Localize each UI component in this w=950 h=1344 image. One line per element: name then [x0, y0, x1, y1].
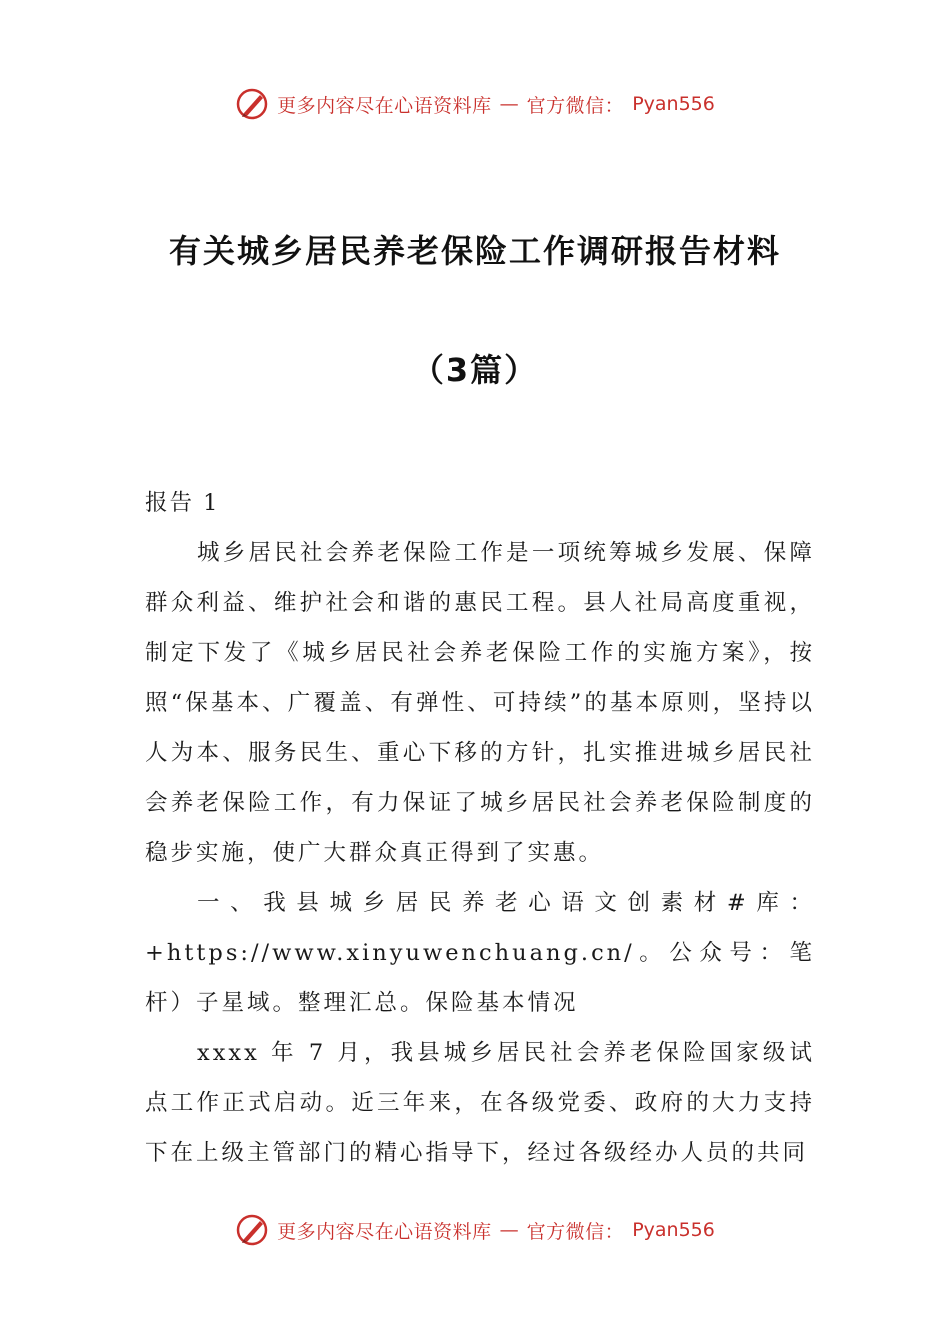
- watermark-handle: Pyan556: [632, 1219, 715, 1241]
- paragraph-intro: 城乡居民社会养老保险工作是一项统筹城乡发展、保障群众利益、维护社会和谐的惠民工程。县人社局高度重视，制定下发了《城乡居民社会养老保险工作的实施方案》，按照“保基本、广覆盖、有弹性、可持续”的基本原则，坚持以人为本、服务民生、重心下移的方针，扎实推进城乡居民社会养老保险工作，有力保证了城乡居民社会养老保险制度的稳步实施，使广大群众真正得到了实惠。: [145, 540, 815, 866]
- watermark-text: 更多内容尽在心语资料库: [277, 1220, 492, 1243]
- watermark-handle: Pyan556: [632, 93, 715, 115]
- document-subtitle: （3篇）: [411, 351, 539, 389]
- watermark-separator: —: [499, 1219, 519, 1241]
- paragraph-heading: 一、我县城乡居民养老心语文创素材#库：+https://www.xinyuwenchuang.cn/。公众号：笔杆）子星域。整理汇总。保险基本情况: [145, 890, 815, 1016]
- paragraph-basic-info: xxxx 年 7 月，我县城乡居民社会养老保险国家级试点工作正式启动。近三年来，在各级党委、政府的大力支持下在上级主管部门的精心指导下，经过各级经办人员的共同: [145, 1040, 815, 1166]
- header-watermark: [0, 84, 950, 124]
- watermark-text: 更多内容尽在心语资料库: [277, 94, 492, 117]
- footer-watermark: [0, 1210, 950, 1250]
- watermark-official: 官方微信：: [526, 94, 625, 117]
- document-body: [145, 478, 815, 1178]
- pen-logo-icon: [235, 87, 269, 121]
- document-title: 有关城乡居民养老保险工作调研报告材料: [168, 232, 781, 270]
- section-label: 报告 1: [145, 490, 220, 516]
- watermark-official: 官方微信：: [526, 1220, 625, 1243]
- watermark-separator: —: [499, 93, 519, 115]
- pen-logo-icon: [235, 1213, 269, 1247]
